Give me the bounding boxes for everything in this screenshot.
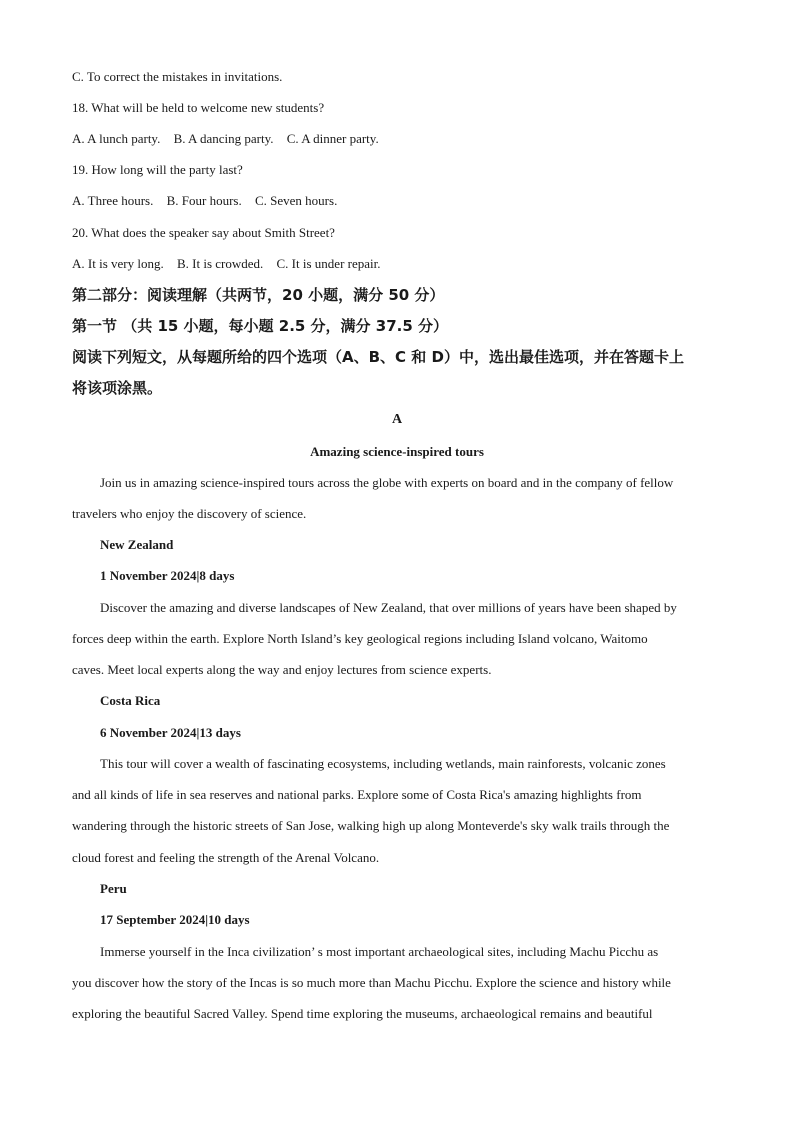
tour-date-new-zealand: 1 November 2024|8 days [100, 568, 235, 583]
passage-letter: A [391, 412, 403, 427]
q20-options [72, 256, 722, 272]
tour-text-line: forces deep within the earth. Explore North Island’s key geological regions including Island volcano, Waitomo [72, 631, 648, 646]
tour-date-costa-rica: 6 November 2024|13 days [100, 725, 241, 740]
tour-name-costa-rica: Costa Rica [100, 693, 161, 708]
q18-option-a: A. A lunch party. [72, 131, 161, 146]
instruction-line-1: 阅读下列短文，从每题所给的四个选项（A、B、C 和 D）中，选出最佳选项，并在答题卡上 [72, 348, 684, 366]
intro-line-1: Join us in amazing science-inspired tours across the globe with experts on board and in the company of fellow [100, 475, 674, 490]
tour-name-new-zealand: New Zealand [100, 537, 174, 552]
q18-question: 18. What will be held to welcome new students? [72, 100, 325, 115]
q20-option-a: A. It is very long. [72, 256, 164, 271]
tour-text-line: caves. Meet local experts along the way and enjoy lectures from science experts. [72, 662, 492, 677]
tour-text-line: and all kinds of life in sea reserves and national parks. Explore some of Costa Rica's amazing highlights from [72, 787, 642, 802]
tour-name-peru: Peru [100, 881, 127, 896]
tour-text-line: Discover the amazing and diverse landscapes of New Zealand, that over millions of years have been shaped by [100, 600, 677, 615]
passage-title: Amazing science-inspired tours [310, 444, 484, 459]
q19-option-b: B. Four hours. [166, 193, 242, 208]
q18-option-b: B. A dancing party. [173, 131, 274, 146]
q18-options [72, 131, 722, 147]
q19-option-c: C. Seven hours. [254, 193, 338, 208]
q20-option-b: B. It is crowded. [176, 256, 264, 271]
tour-text-line: you discover how the story of the Incas is so much more than Machu Picchu. Explore the science and history while [72, 975, 671, 990]
intro-line-2: travelers who enjoy the discovery of science. [72, 506, 307, 521]
q20-question: 20. What does the speaker say about Smith Street? [72, 225, 335, 240]
q19-question: 19. How long will the party last? [72, 162, 243, 177]
tour-text-line: wandering through the historic streets of San Jose, walking high up along Monteverde's sky walk trails through the [72, 818, 670, 833]
q19-options [72, 193, 722, 209]
instruction-line-2: 将该项涂黑。 [72, 379, 163, 397]
tour-text-line: This tour will cover a wealth of fascinating ecosystems, including wetlands, main rainforests, volcanic zones [100, 756, 666, 771]
tour-text-line: Immerse yourself in the Inca civilization’ s most important archaeological sites, including Machu Picchu as [100, 944, 659, 959]
tour-text-line: exploring the beautiful Sacred Valley. Spend time exploring the museums, archaeological remains and beautiful [72, 1006, 653, 1021]
q18-option-c: C. A dinner party. [286, 131, 379, 146]
tour-text-line: cloud forest and feeling the strength of the Arenal Volcano. [72, 850, 380, 865]
section-one-heading: 第一节 （共 15 小题，每小题 2.5 分，满分 37.5 分） [72, 317, 449, 335]
q20-option-c: C. It is under repair. [276, 256, 381, 271]
q17-option-c: C. To correct the mistakes in invitations. [72, 69, 283, 84]
q19-option-a: A. Three hours. [72, 193, 154, 208]
part-two-heading: 第二部分：阅读理解（共两节，20 小题，满分 50 分） [72, 286, 445, 304]
tour-date-peru: 17 September 2024|10 days [100, 912, 250, 927]
